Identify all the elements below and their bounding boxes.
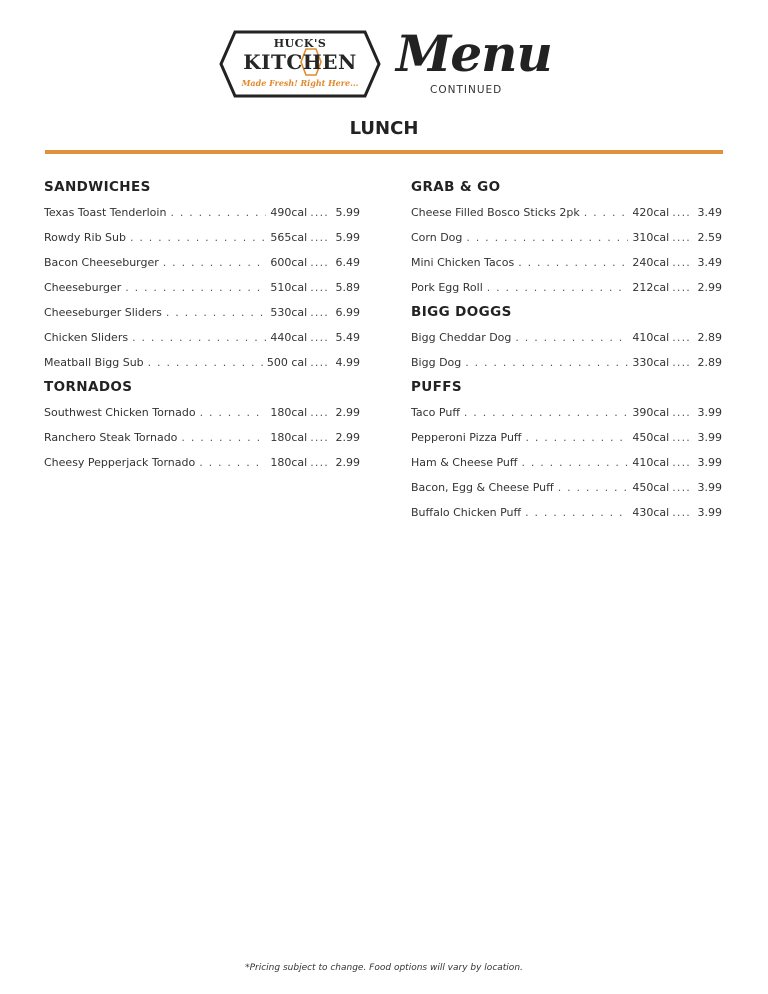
menu-item — [44, 403, 360, 428]
leader-dots: .... — [310, 431, 329, 444]
leader-dots — [125, 278, 266, 298]
leader-dots — [148, 353, 263, 373]
item-price: 3.99 — [697, 481, 722, 494]
menu-item — [411, 403, 722, 428]
item-name: Pepperoni Pizza Puff — [411, 431, 522, 444]
leader-dots — [584, 203, 629, 223]
item-name: Mini Chicken Tacos — [411, 256, 515, 269]
menu-item — [44, 303, 360, 328]
item-price: 2.59 — [697, 231, 722, 244]
leader-dots — [558, 478, 629, 498]
leader-dots: .... — [310, 356, 329, 369]
item-calories: 450cal — [632, 431, 670, 444]
leader-dots — [465, 353, 628, 373]
item-price: 2.99 — [697, 281, 722, 294]
item-price: 3.99 — [697, 406, 722, 419]
menu-item — [411, 453, 722, 478]
item-calories: 310cal — [632, 231, 670, 244]
section-tornados — [44, 378, 360, 478]
item-calories: 180cal — [270, 431, 308, 444]
item-calories: 440cal — [270, 331, 308, 344]
menu-item — [44, 253, 360, 278]
item-calories: 565cal — [270, 231, 308, 244]
item-calories: 410cal — [632, 331, 670, 344]
leader-dots — [200, 403, 267, 423]
leader-dots — [170, 203, 266, 223]
item-name: Southwest Chicken Tornado — [44, 406, 196, 419]
item-calories: 390cal — [632, 406, 670, 419]
item-price: 2.99 — [335, 406, 360, 419]
leader-dots: .... — [310, 281, 329, 294]
leader-dots — [518, 253, 628, 273]
leader-dots — [130, 228, 266, 248]
item-calories: 180cal — [270, 406, 308, 419]
item-price: 3.99 — [697, 456, 722, 469]
item-name: Buffalo Chicken Puff — [411, 506, 522, 519]
item-name: Taco Puff — [411, 406, 460, 419]
menu-item — [44, 228, 360, 253]
leader-dots: .... — [672, 481, 691, 494]
leader-dots — [526, 428, 629, 448]
item-price: 4.99 — [335, 356, 360, 369]
item-calories: 240cal — [632, 256, 670, 269]
leader-dots: .... — [310, 231, 329, 244]
leader-dots — [181, 428, 266, 448]
leader-dots: .... — [672, 506, 691, 519]
leader-dots — [464, 403, 628, 423]
logo-line-1: HUCK'S — [273, 37, 327, 50]
left-menu-column — [44, 178, 360, 478]
item-price: 5.89 — [335, 281, 360, 294]
leader-dots: .... — [310, 456, 329, 469]
item-price: 5.49 — [335, 331, 360, 344]
section-puffs — [411, 378, 722, 528]
item-calories: 212cal — [632, 281, 670, 294]
item-name: Rowdy Rib Sub — [44, 231, 126, 244]
menu-item — [44, 353, 360, 378]
leader-dots: .... — [310, 331, 329, 344]
menu-item — [44, 428, 360, 453]
section-title: TORNADOS — [44, 379, 133, 395]
item-calories: 330cal — [632, 356, 670, 369]
leader-dots: .... — [672, 331, 691, 344]
section-title: SANDWICHES — [44, 179, 151, 195]
leader-dots: .... — [310, 256, 329, 269]
leader-dots: .... — [672, 431, 691, 444]
menu-item — [411, 203, 722, 228]
item-calories: 450cal — [632, 481, 670, 494]
pricing-footnote: *Pricing subject to change. Food options will vary by location. — [245, 963, 523, 973]
item-calories: 410cal — [632, 456, 670, 469]
leader-dots — [525, 503, 628, 523]
section-grab-and-go — [411, 178, 722, 303]
menu-item — [44, 203, 360, 228]
leader-dots — [166, 303, 267, 323]
item-price: 3.49 — [697, 256, 722, 269]
menu-item — [411, 228, 722, 253]
section-title: PUFFS — [411, 379, 463, 395]
item-calories: 510cal — [270, 281, 308, 294]
menu-item — [411, 328, 722, 353]
item-price: 2.99 — [335, 456, 360, 469]
leader-dots: .... — [310, 306, 329, 319]
right-menu-column — [411, 178, 722, 528]
logo-tagline: Made Fresh! Right Here... — [241, 78, 359, 88]
item-calories: 600cal — [270, 256, 308, 269]
item-name: Ham & Cheese Puff — [411, 456, 518, 469]
item-price: 2.89 — [697, 331, 722, 344]
menu-item — [411, 428, 722, 453]
item-calories: 180cal — [270, 456, 308, 469]
leader-dots — [515, 328, 628, 348]
item-price: 5.99 — [335, 231, 360, 244]
leader-dots — [466, 228, 628, 248]
item-name: Cheesy Pepperjack Tornado — [44, 456, 196, 469]
item-calories: 500 cal — [266, 356, 308, 369]
menu-item — [411, 278, 722, 303]
section-title: BIGG DOGGS — [411, 304, 512, 320]
item-name: Bigg Cheddar Dog — [411, 331, 512, 344]
item-name: Corn Dog — [411, 231, 463, 244]
leader-dots: .... — [672, 406, 691, 419]
item-name: Bacon Cheeseburger — [44, 256, 159, 269]
leader-dots: .... — [672, 356, 691, 369]
item-price: 6.49 — [335, 256, 360, 269]
item-calories: 490cal — [270, 206, 308, 219]
item-name: Cheese Filled Bosco Sticks 2pk — [411, 206, 580, 219]
item-price: 3.49 — [697, 206, 722, 219]
menu-item — [411, 353, 722, 378]
menu-header — [0, 0, 768, 110]
leader-dots — [132, 328, 266, 348]
leader-dots: .... — [672, 281, 691, 294]
menu-item — [411, 478, 722, 503]
leader-dots — [199, 453, 266, 473]
item-name: Bacon, Egg & Cheese Puff — [411, 481, 554, 494]
leader-dots — [521, 453, 628, 473]
menu-script-title: Menu — [396, 24, 552, 83]
hucks-kitchen-logo — [219, 30, 381, 98]
item-calories: 430cal — [632, 506, 670, 519]
leader-dots: .... — [310, 206, 329, 219]
leader-dots: .... — [672, 231, 691, 244]
page-title: LUNCH — [349, 118, 419, 139]
item-name: Ranchero Steak Tornado — [44, 431, 178, 444]
logo-line-2: KITCHEN — [243, 50, 357, 74]
item-name: Bigg Dog — [411, 356, 462, 369]
item-price: 2.89 — [697, 356, 722, 369]
menu-item — [411, 503, 722, 528]
item-price: 3.99 — [697, 506, 722, 519]
continued-label: CONTINUED — [430, 84, 503, 96]
leader-dots: .... — [672, 456, 691, 469]
item-price: 5.99 — [335, 206, 360, 219]
menu-item — [44, 453, 360, 478]
section-title: GRAB & GO — [411, 179, 501, 195]
item-name: Cheeseburger — [44, 281, 122, 294]
item-name: Texas Toast Tenderloin — [44, 206, 167, 219]
item-calories: 420cal — [632, 206, 670, 219]
leader-dots — [163, 253, 267, 273]
item-name: Chicken Sliders — [44, 331, 129, 344]
section-bigg-doggs — [411, 303, 722, 378]
orange-divider — [45, 150, 723, 154]
item-calories: 530cal — [270, 306, 308, 319]
leader-dots: .... — [672, 206, 691, 219]
section-sandwiches — [44, 178, 360, 378]
menu-item — [44, 328, 360, 353]
item-name: Pork Egg Roll — [411, 281, 483, 294]
menu-item — [411, 253, 722, 278]
leader-dots — [487, 278, 629, 298]
menu-item — [44, 278, 360, 303]
item-name: Cheeseburger Sliders — [44, 306, 162, 319]
item-price: 2.99 — [335, 431, 360, 444]
item-name: Meatball Bigg Sub — [44, 356, 144, 369]
item-price: 3.99 — [697, 431, 722, 444]
item-price: 6.99 — [335, 306, 360, 319]
leader-dots: .... — [310, 406, 329, 419]
leader-dots: .... — [672, 256, 691, 269]
